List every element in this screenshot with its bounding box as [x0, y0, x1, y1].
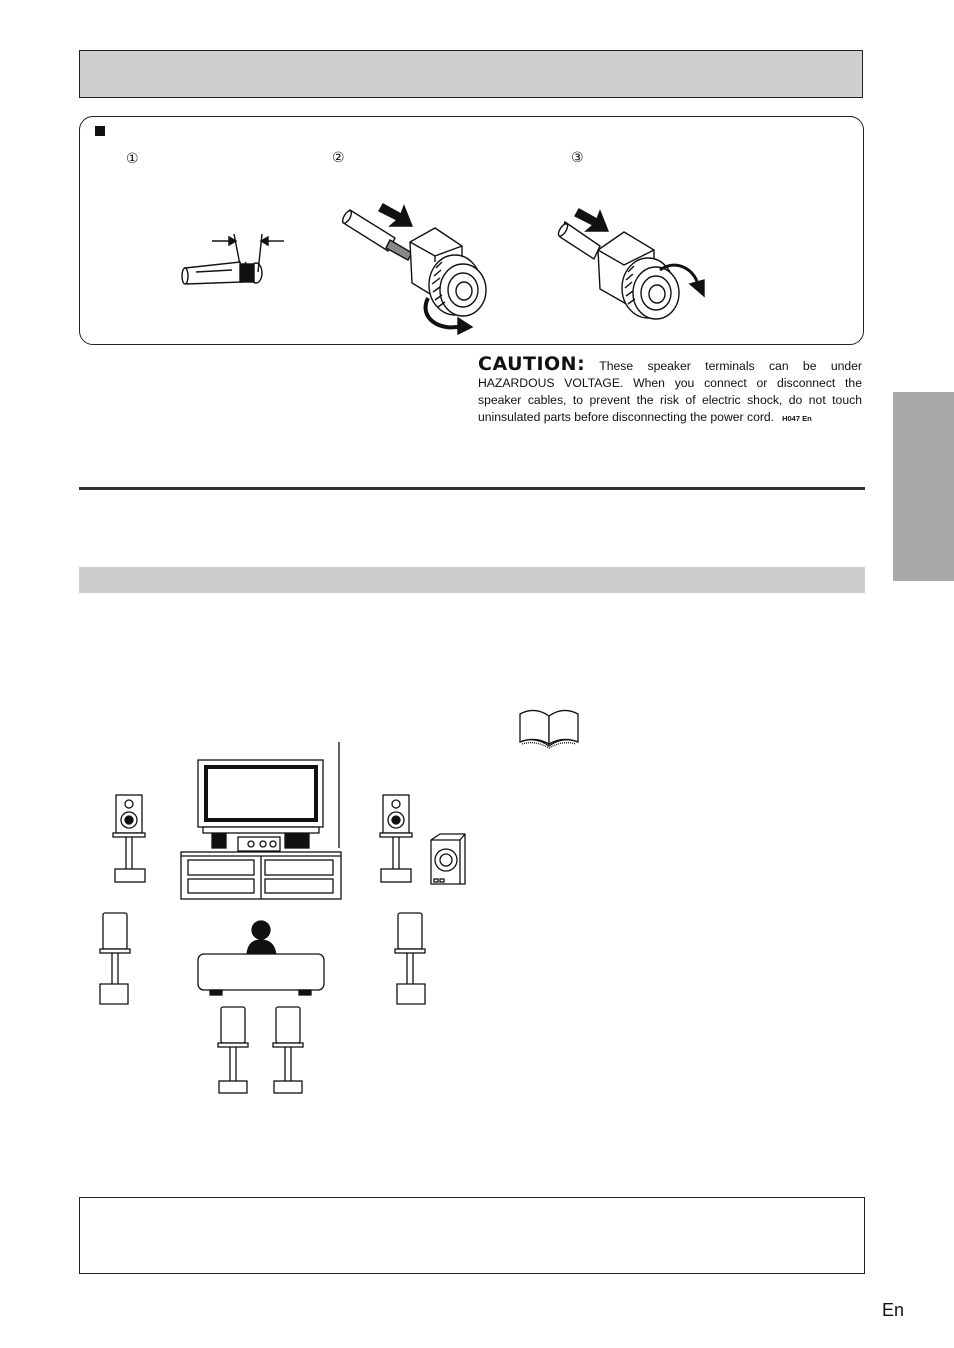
section-heading-bar	[79, 567, 865, 593]
page-language: En	[882, 1300, 905, 1320]
step-3-number: ③	[571, 150, 584, 166]
step-1-number: ①	[126, 151, 139, 167]
header-bar	[79, 50, 863, 98]
caution-line-3: speaker cables, to prevent the risk of electric shock, do not touch	[478, 393, 862, 407]
caution-notice	[478, 353, 862, 427]
terminal-instructions-panel	[79, 116, 864, 345]
section-divider	[79, 487, 865, 490]
caution-label: CAUTION:	[478, 353, 586, 375]
step-2-number: ②	[332, 150, 345, 166]
caution-line-2: HAZARDOUS VOLTAGE. When you connect or disconnect the	[478, 376, 862, 390]
caution-line-4: uninsulated parts before disconnecting the power cord.	[478, 410, 775, 424]
caution-line-1: These speaker terminals can be under	[599, 359, 862, 373]
note-box	[79, 1197, 865, 1274]
square-bullet-icon	[95, 126, 105, 136]
side-tab	[893, 392, 954, 581]
caution-code: H047 En	[782, 414, 812, 423]
